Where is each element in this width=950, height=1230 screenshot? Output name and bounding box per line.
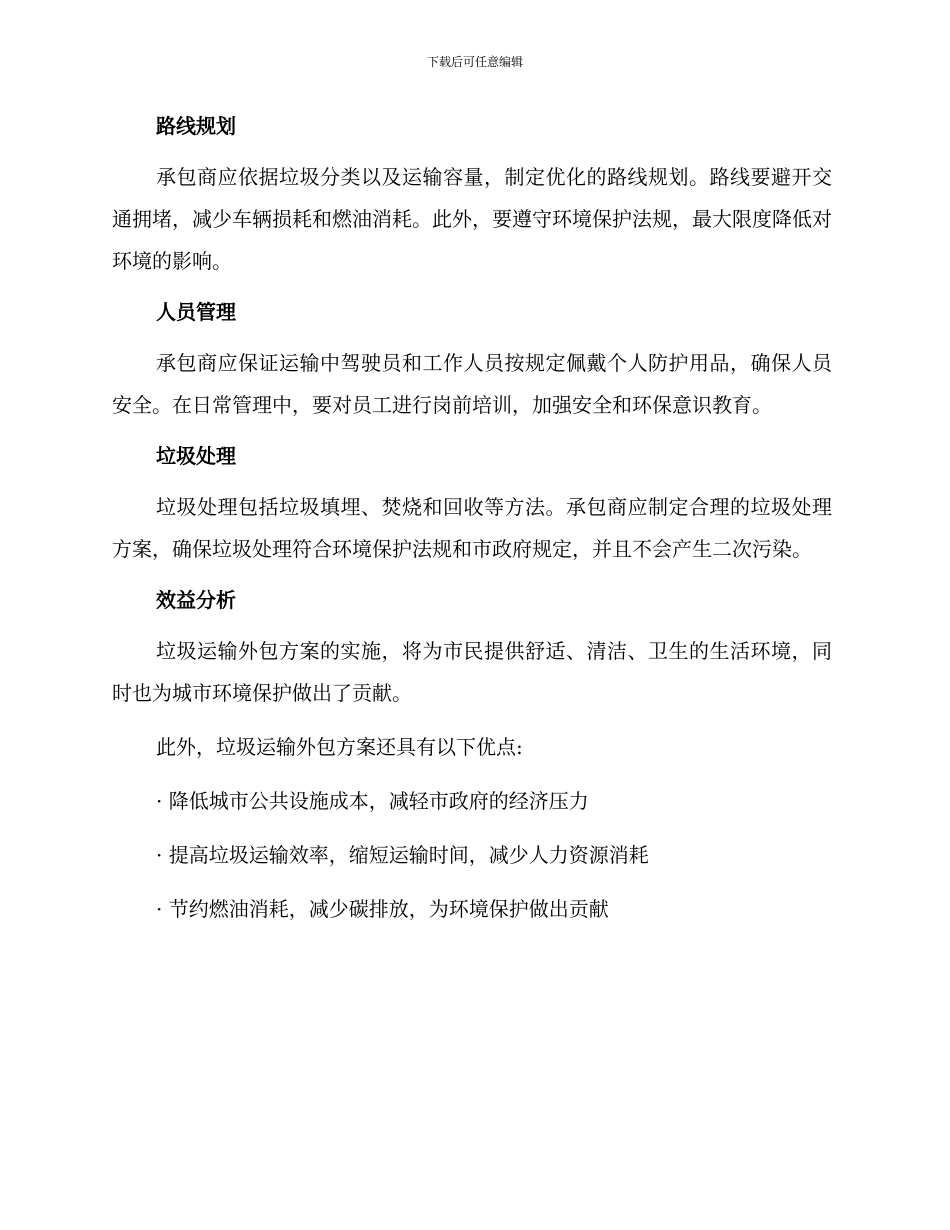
section-paragraph-route-planning: 承包商应依据垃圾分类以及运输容量，制定优化的路线规划。路线要避开交通拥堵，减少车辆损耗和燃油消耗。此外，要遵守环境保护法规，最大限度降低对环境的影响。 — [112, 165, 832, 273]
section-heading-personnel-management: 人员管理 — [156, 300, 236, 324]
list-item: · 提高垃圾运输效率，缩短运输时间，减少人力资源消耗 — [156, 843, 649, 867]
section-paragraph-personnel-management: 承包商应保证运输中驾驶员和工作人员按规定佩戴个人防护用品，确保人员安全。在日常管理中，要对员工进行岗前培训，加强安全和环保意识教育。 — [112, 351, 832, 417]
section-paragraph-waste-processing: 垃圾处理包括垃圾填埋、焚烧和回收等方法。承包商应制定合理的垃圾处理方案，确保垃圾处理符合环境保护法规和市政府规定，并且不会产生二次污染。 — [112, 495, 832, 561]
section-heading-route-planning: 路线规划 — [156, 114, 236, 138]
section-paragraph-benefit-analysis: 垃圾运输外包方案的实施，将为市民提供舒适、清洁、卫生的生活环境，同时也为城市环境保护做出了贡献。 — [112, 639, 832, 705]
list-item: · 降低城市公共设施成本，减轻市政府的经济压力 — [156, 789, 589, 813]
list-item: · 节约燃油消耗，减少碳排放，为环境保护做出贡献 — [156, 897, 609, 921]
section-heading-benefit-analysis: 效益分析 — [156, 588, 236, 612]
section-heading-waste-processing: 垃圾处理 — [156, 444, 236, 468]
document-body — [112, 108, 832, 942]
page-header: 下载后可任意编辑 — [426, 55, 523, 69]
benefits-intro: 此外，垃圾运输外包方案还具有以下优点: — [156, 735, 523, 759]
